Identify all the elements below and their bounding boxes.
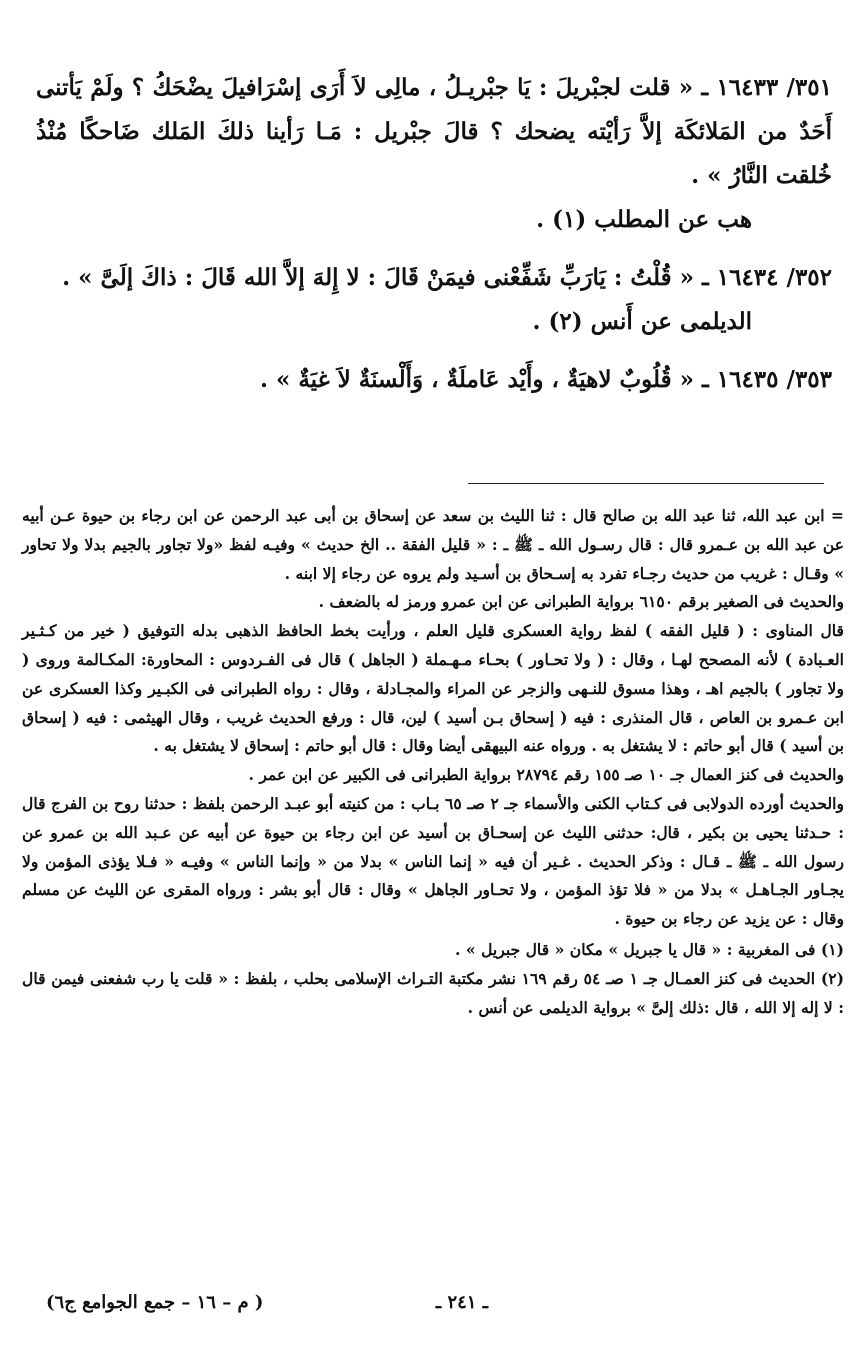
hadith-351-source: هب عن المطلب (١) . [536, 206, 752, 233]
footnote-2: (٢) الحديث فى كنز العمـال جـ ١ صـ ٥٤ رقم ١٦٩ نشر مكتبة التـراث الإسلامى بحلب ، بلفظ : « قلت يا رب شفعنى فيمن قال : لا إله إلا الله ، قال :ذلك إلىَّ » برواية الديلمى عن أنس . [22, 968, 844, 1017]
note-munawi: قال المناوى : ( قليل الفقه ) لفظ رواية العسكرى قليل العلم ، ورأيت بخط الحافظ الذهبى بدله التوفيق ( خير من كـثـير العـبادة ) لأنه المصحح لهـا ، وقال : ( ولا تحـاور ) بحـاء مـهـملة ( الجاهل ) قال فى الفـردوس : المحاورة: المكـالمة وروى ( ولا تجاور ) بالجيم اهـ ، وهذا مسوق للنـهى والزجر عن المراء والمجـادلة ، وقال : رواه الطبرانى فى الكبـير وكذا العسكرى عن ابن عـمرو بن العاص ، قال المنذرى : فيه ( إسحاق بـن أسيد ) لين، قال : ورفع الحديث غريب ، وقال الهيثمى : فيه ( إسحاق بن أسيد ) قال أبو حاتم : لا يشتغل به . ورواه عنه البيهقى أيضا وقال : قال أبو حاتم : إسحاق لا يشتغل به . [22, 621, 844, 756]
footnotes [22, 502, 844, 1022]
main-text [36, 66, 832, 402]
note-continuation: = ابن عبد الله، ثنا عبد الله بن صالح قال : ثنا الليث بن سعد عن إسحاق بن أبى عبد الرحمن عن ابن رجاء بن حيوة عـن أبيه عن عبد الله بن عـمرو قال : قال رسـول الله ـ ﷺ ـ : « قليل الفقة .. الخ حديث » وفيـه لفظ «ولا تجاور بالجيم بدلا ولا تحاور » وقـال : غريب من حديث رجـاء تفرد به إسـحاق بن أسـيد ولم يروه عن رجاء إلا ابنه . [22, 506, 844, 583]
hadith-352-source: الديلمى عن أَنس (٢) . [532, 308, 752, 335]
hadith-351: ٣٥١/ ١٦٤٣٣ ـ « قلت لجبْريلَ : يَا جبْريـلُ ، مالِى لاَ أَرَى إسْرَافيلَ يضْحَكُ ؟ ولَمْ يَأتنى أَحَدٌ من المَلائكَة إلاَّ رَأيْته يضحك ؟ قالَ جبْريل : مَـا رَأينا ذلكَ المَلك ضَاحكًا مُنْذُ خُلقت النَّارُ » . [36, 74, 832, 189]
note-dulabi: والحديث أورده الدولابى فى كـتاب الكنى والأسماء جـ ٢ صـ ٦٥ بـاب : من كنيته أبو عبـد الرحمن بلفظ : حدثنا روح بن الفرج قال : حـدثنا يحيى بن بكير ، قال: حدثنى الليث عن إسحـاق بن أسيد عن ابن رجاء بن حيوة عن أبيه عن عـبد الله بن عمرو عن رسول الله ـ ﷺ ـ قـال : وذكر الحديث . غـير أن فيه « إنما الناس » بدلا من « وإنما الناس » وفيـه « فـلا يؤذى المؤمن ولا يجـاور الجـاهـل » بدلا من « فلا تؤذ المؤمن ، ولا تحـاور الجاهل » وقال : قال أبو بشر : ورواه المقرى عن الليث عن مسلم وقال : عن يزيد عن رجاء بن حيوة . [22, 793, 845, 929]
note-kanz: والحديث فى كنز العمال جـ ١٠ صـ ١٥٥ رقم ٢٨٧٩٤ برواية الطبرانى فى الكبير عن ابن عمر . [248, 765, 844, 785]
note-saghir: والحديث فى الصغير برقم ٦١٥٠ برواية الطبرانى عن ابن عمرو ورمز له بالضعف . [318, 592, 844, 612]
hadith-353: ٣٥٣/ ١٦٤٣٥ ـ « قُلُوبٌ لاهيَةٌ ، وأَيْد عَاملَةٌ ، وَأَلْسنَةٌ لاَ غيَةٌ » . [259, 366, 832, 393]
footnote-1: (١) فى المغربية : « قال يا جبريل » مكان « قال جبريل » . [455, 939, 844, 959]
page-footer [0, 1292, 868, 1328]
volume-code: ( م – ١٦ – جمع الجوامع ج٦) [46, 1292, 264, 1313]
hadith-352: ٣٥٢/ ١٦٤٣٤ ـ « قُلْتُ : يَارَبِّ شَفِّعْنى فيمَنْ قَالَ : لا إِلهَ إلاَّ الله قَالَ : ذاكَ إلَىَّ » . [62, 264, 832, 291]
page-number: ـ ٢٤١ ـ [435, 1292, 488, 1313]
footnote-divider [468, 483, 824, 484]
